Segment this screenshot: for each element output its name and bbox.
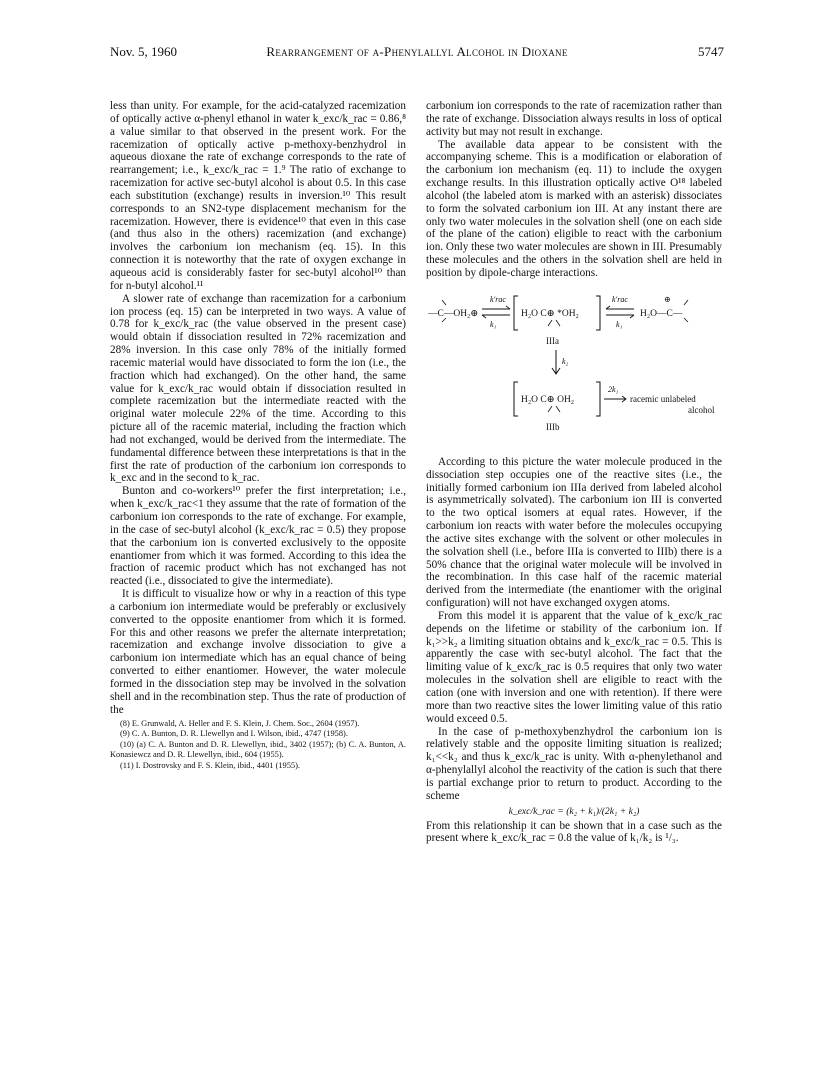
header-title: Rearrangement of α-Phenylallyl Alcohol in Dioxane bbox=[266, 44, 568, 59]
scheme-left-species: —C—OH₂⊕ bbox=[428, 308, 479, 319]
footnote-8: (8) E. Grunwald, A. Heller and F. S. Klein, J. Chem. Soc., 2604 (1957). bbox=[120, 718, 360, 728]
scheme-label-IIIb: IIIb bbox=[546, 421, 560, 432]
right-paragraph-5: In the case of p-methoxybenzhydrol the carbonium ion is relatively stable and the opposite limiting situation is realized; k₁<<k₂ and thus k_exc/k_rac is unity. With α-phenylethanol and α-phenylallyl alcohol the reactivity of the cation is such that there is partial exchange prior to return to product. According to the scheme bbox=[426, 725, 722, 802]
svg-text:⊕: ⊕ bbox=[664, 294, 671, 304]
scheme-2k1: 2k₁ bbox=[608, 384, 619, 394]
right-column bbox=[426, 100, 722, 845]
footnote-11: (11) I. Dostrovsky and F. S. Klein, ibid., 4401 (1955). bbox=[120, 760, 300, 770]
scheme-IIIb-content: H₂O C⊕ OH₂ bbox=[521, 394, 575, 405]
left-column bbox=[110, 100, 406, 771]
scheme-k-rac-prime-left: k′rac bbox=[490, 294, 506, 304]
scheme-right-species: H₂O—C— bbox=[640, 308, 683, 319]
left-paragraph-3: Bunton and co-workers¹⁰ prefer the first interpretation; i.e., when k_exc/k_rac<1 they assume that the rate of formation of the carbonium ion corresponds to the rate of exchange. For example, in the case of sec-butyl alcohol (k_exc/k_rac = 0.5) they propose that the carbonium ion is converted exclusively to the opposite enantiomer from which it was formed. According to this idea the fraction of racemic product which has not exchanged has not reacted (i.e., dissociated to give the intermediate). bbox=[110, 485, 406, 588]
header-date: Nov. 5, 1960 bbox=[110, 44, 178, 59]
left-paragraph-4: It is difficult to visualize how or why in a reaction of this type a carbonium ion intermediate would be preferably or exclusively converted to the opposite enantiomer from which it is formed. For this and other reasons we prefer the alternate interpretation; racemization and exchange involve dissociation to give a carbonium ion intermediate which has an equal chance of being converted to either enantiomer. However, the water molecule formed in the dissociation step may be involved in the solvation shell and in the recombination step. Thus the rate of production of the bbox=[110, 588, 406, 716]
running-header bbox=[110, 44, 724, 64]
header-page-number: 5747 bbox=[698, 44, 724, 59]
footnote-10: (10) (a) C. A. Bunton and D. R. Llewellyn, ibid., 3402 (1957); (b) C. A. Bunton, A. Konasiewcz and D. R. Llewellyn, ibid., 604 (1955). bbox=[110, 739, 406, 760]
scheme-product-line1: racemic unlabeled bbox=[630, 393, 696, 404]
scheme-k1-right: k₁ bbox=[616, 319, 623, 329]
right-paragraph-3: According to this picture the water molecule produced in the dissociation step occupies one of the reactive sites (i.e., the initially formed carbonium ion IIIa derived from labeled alcohol is asymmetrically solvated). The carbonium ion III is converted to the two optical isomers at equal rates. However, if the carbonium ion reacts with water before the molecules occupying the active sites exchange with the solvent or other molecules in the solvation shell (i.e., before IIIa is converted to IIIb) there is a 50% chance that the original water molecule will be involved in the recombination. In this case half of the racemic material derived from the intermediate (the enantiomer with the original configuration) will not have exchanged oxygen atoms. bbox=[426, 455, 722, 610]
footnotes bbox=[110, 719, 406, 772]
right-paragraph-2: The available data appear to be consistent with the accompanying scheme. This is a modification or elaboration of the carbonium ion mechanism (eq. 11) to include the oxygen exchange results. In this illustration optically active O¹⁸ labeled alcohol (the labeled atom is marked with an asterisk) dissociates to form the solvated carbonium ion III. At any instant there are only two water molecules in the solvation shell (one on each side of the plane of the cation) eligible to react with the carbonium ion. Only these two water molecules are shown in III. Presumably these molecules and the others in the solvation shell are held in position by dipole-charge interactions. bbox=[426, 138, 722, 279]
reaction-scheme bbox=[426, 282, 722, 452]
footnote-9: (9) C. A. Bunton, D. R. Llewellyn and I. Wilson, ibid., 4747 (1958). bbox=[120, 729, 348, 739]
right-paragraph-1: carbonium ion corresponds to the rate of racemization rather than the rate of exchange. Dissociation always results in loss of optical activity but may not result in exchange. bbox=[426, 100, 722, 138]
right-paragraph-4: From this model it is apparent that the value of k_exc/k_rac depends on the lifetime or stability of the carbonium ion. If k₁>>k₂ a limiting situation obtains and k_exc/k_rac = 0.5. This is apparently the case with sec-butyl alcohol. The fact that the limiting value of k_exc/k_rac is 0.5 requires that only two water molecules in the solvation shell are eligible to react with the cation (one with inversion and one with retention). If there were more than two reactive sites the lower limiting value of this ratio would exceed 0.5. bbox=[426, 609, 722, 725]
scheme-product-line2: alcohol bbox=[688, 404, 715, 415]
left-paragraph-1: less than unity. For example, for the acid-catalyzed racemization of optically active α-phenyl ethanol in water k_exc/k_rac = 0.86,⁸ a value similar to that observed in the present work. For the racemization of optically active p-methoxy-benzhydrol in aqueous dioxane the rate of exchange corresponds to the rate of rearrangement; i.e., k_exc/k_rac = 1.⁹ The ratio of exchange to racemization for active sec-butyl alcohol is about 0.5. In this case each substitution (exchange) results in inversion.¹⁰ This result corresponds to an SN2-type displacement mechanism for the racemization. However, there is evidence¹⁰ that even in this case (and thus also in the others) racemization (and exchange) involves the carbonium ion mechanism (eq. 15). In this connection it is noteworthy that the rate of oxygen exchange in aqueous acid is considerably faster for sec-butyl alcohol¹⁰ than for n-butyl alcohol.¹¹ bbox=[110, 100, 406, 292]
scheme-k2: k₂ bbox=[562, 356, 569, 366]
left-paragraph-2: A slower rate of exchange than racemization for a carbonium ion process (eq. 15) can be interpreted in two ways. A value of 0.78 for k_exc/k_rac (the value observed in the present case) would obtain if dissociation resulted in 72% racemization and 28% inversion. In this case only 78% of the initially formed racemic material would have dissociated to form the ion (i.e., the fraction which had exchanged). On the other hand, the same value for k_exc/k_rac would obtain if dissociation resulted in complete racemization but the intermediate reacted with the original water molecule 22% of the time. According to this picture all of the racemic material, including the fraction which had not exchanged, would be derived from the intermediate. The fundamental difference between these interpretations is that in the first the rate of production of the carbonium ion corresponds to k_exc and in the second to k_rac. bbox=[110, 292, 406, 485]
scheme-k-rac-prime-right: k′rac bbox=[612, 294, 628, 304]
rate-equation: k_exc/k_rac = (k₂ + k₁)/(2k₁ + k₂) bbox=[508, 805, 640, 817]
scheme-label-IIIa: IIIa bbox=[546, 335, 559, 346]
scheme-k1-left: k₁ bbox=[490, 319, 497, 329]
right-paragraph-6: From this relationship it can be shown that in a case such as the present where k_exc/k_rac = 0.8 the value of k₁/k₂ is ¹/₃. bbox=[426, 819, 722, 845]
scheme-IIIa-content: H₂O C⊕ *OH₂ bbox=[521, 308, 579, 319]
